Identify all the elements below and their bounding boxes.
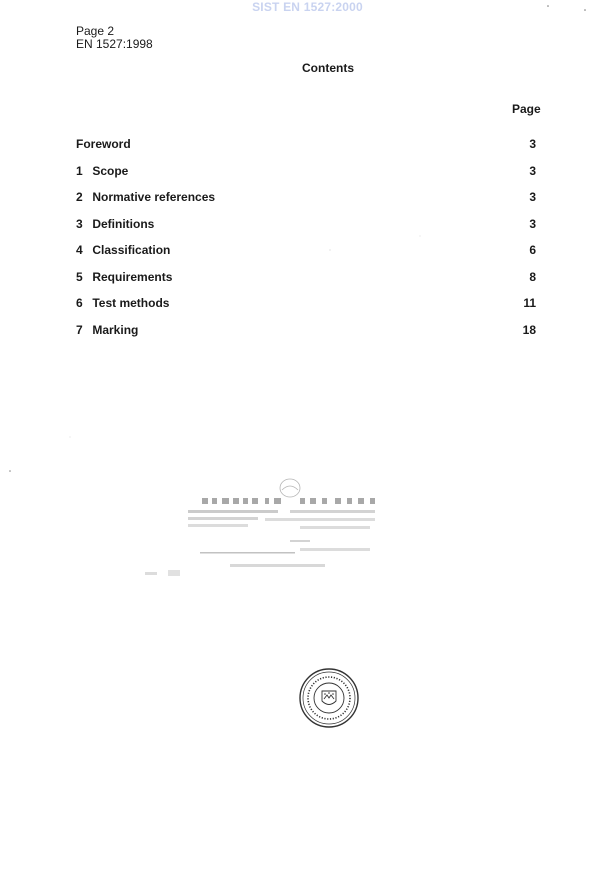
toc-title: Definitions <box>92 216 155 231</box>
toc-number: 2 <box>76 190 83 204</box>
toc-number: 6 <box>76 296 83 310</box>
faded-stamp <box>140 460 390 585</box>
standard-id: EN 1527:1998 <box>76 37 153 51</box>
toc-page: 6 <box>529 243 536 257</box>
toc-page: 3 <box>529 137 536 151</box>
toc-number: 4 <box>76 243 83 257</box>
toc-title: Requirements <box>92 269 173 284</box>
toc-page: 3 <box>529 163 536 178</box>
toc-page: 3 <box>529 190 536 204</box>
page-column-label: Page <box>512 102 541 116</box>
toc-row-scope <box>76 164 536 191</box>
toc-row-requirements <box>76 270 536 297</box>
contents-title: Contents <box>302 61 354 75</box>
toc-row-normative-references <box>76 190 536 217</box>
toc-row-marking <box>76 323 536 350</box>
toc-title: Classification <box>92 243 171 257</box>
toc-title: Marking <box>92 322 139 337</box>
toc-row-definitions <box>76 217 536 244</box>
page-number: Page 2 <box>76 24 115 38</box>
toc-number: 3 <box>76 216 83 231</box>
toc-title: Normative references <box>92 190 216 204</box>
toc-page: 8 <box>529 269 536 284</box>
toc-row-foreword <box>76 137 536 164</box>
official-seal <box>298 667 360 729</box>
toc-number: 1 <box>76 163 83 178</box>
toc-title: Test methods <box>92 296 170 310</box>
toc-page: 18 <box>522 322 536 337</box>
toc-title: Scope <box>92 163 129 178</box>
toc-row-classification <box>76 243 536 270</box>
toc-page: 3 <box>529 216 536 231</box>
table-of-contents <box>76 137 536 349</box>
watermark: SIST EN 1527:2000 <box>252 0 363 14</box>
toc-number: 7 <box>76 322 83 337</box>
toc-number: 5 <box>76 269 83 284</box>
toc-page: 11 <box>523 296 536 310</box>
toc-title: Foreword <box>76 137 131 151</box>
page-header <box>76 25 153 51</box>
toc-row-test-methods <box>76 296 536 323</box>
